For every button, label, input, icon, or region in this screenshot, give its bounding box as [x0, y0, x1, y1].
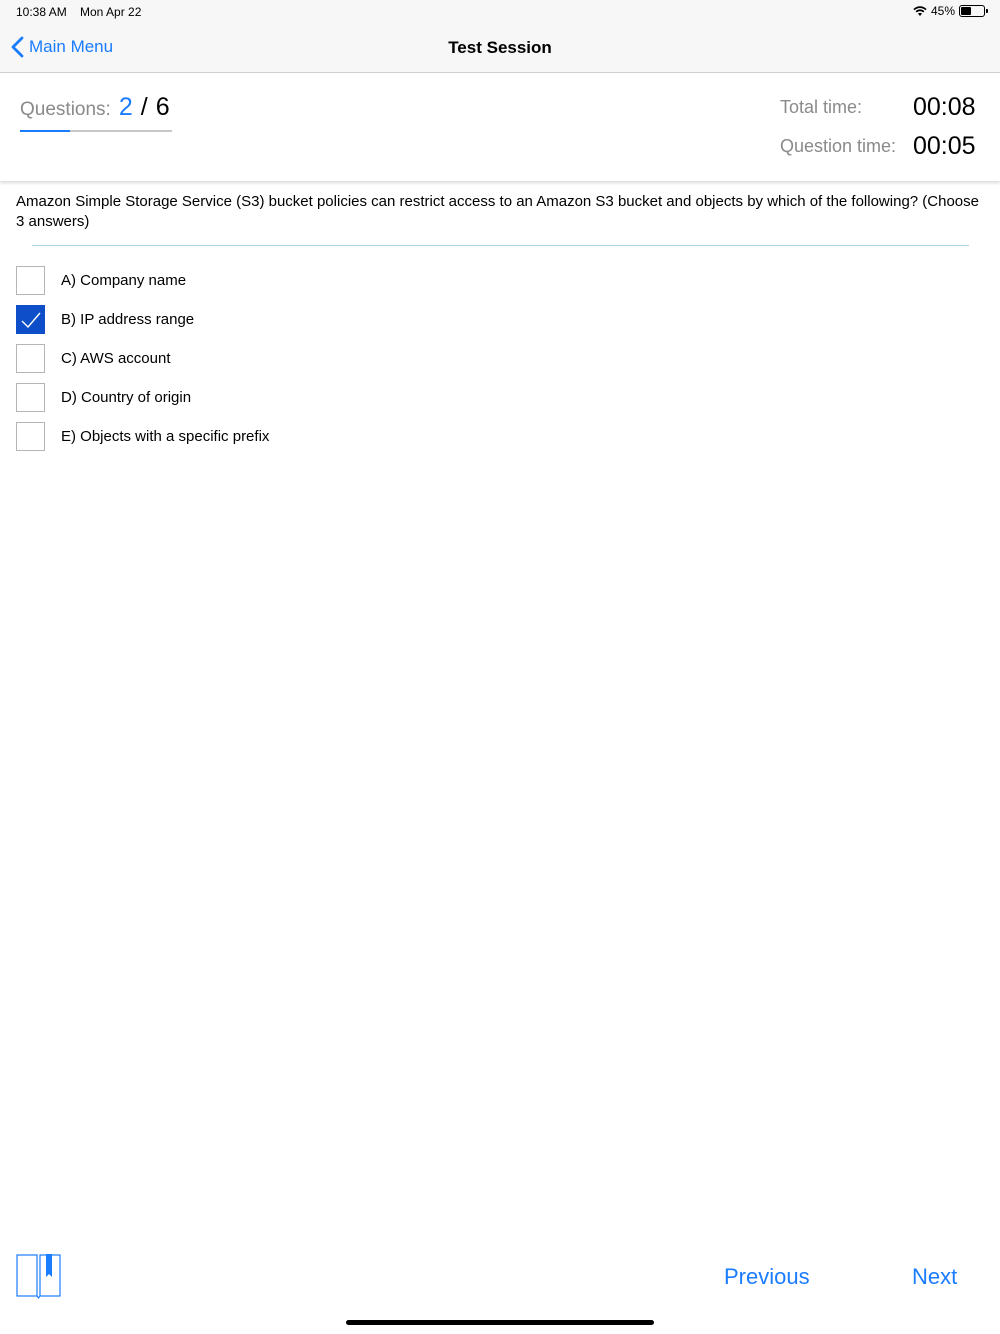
answer-option[interactable]	[16, 344, 170, 373]
total-question-count: 6	[155, 93, 170, 121]
answer-label: C) AWS account	[61, 350, 171, 367]
previous-button[interactable]: Previous	[724, 1264, 810, 1289]
book-bookmark-icon[interactable]	[16, 1253, 61, 1299]
wifi-icon	[913, 5, 927, 17]
checkbox[interactable]	[16, 344, 45, 373]
status-bar	[0, 0, 1000, 24]
answer-label: E) Objects with a specific prefix	[61, 428, 270, 445]
back-button-label: Main Menu	[29, 37, 114, 56]
question-time-label: Question time:	[780, 136, 897, 156]
answer-option[interactable]	[16, 266, 186, 295]
question-progress-bar	[20, 130, 172, 132]
session-info-panel	[0, 73, 1000, 181]
checkbox[interactable]	[16, 383, 45, 412]
status-time: 10:38 AM	[16, 5, 67, 19]
total-time-label: Total time:	[780, 97, 863, 117]
question-divider	[32, 245, 969, 246]
next-button[interactable]: Next	[912, 1264, 958, 1289]
answer-option[interactable]	[16, 383, 191, 412]
total-time-value: 00:08	[913, 93, 976, 121]
question-text: Amazon Simple Storage Service (S3) bucket policies can restrict access to an Amazon S3 bucket and objects by which of the following? (Choose 3 answers)	[16, 193, 979, 230]
answer-option[interactable]	[16, 422, 269, 451]
answer-label: D) Country of origin	[61, 389, 192, 406]
battery-percent: 45%	[930, 4, 955, 18]
answer-label: B) IP address range	[61, 311, 195, 328]
answer-label: A) Company name	[61, 272, 187, 289]
answer-option[interactable]	[16, 305, 194, 334]
current-question-number: 2	[118, 93, 133, 121]
question-counter-separator: /	[140, 93, 148, 121]
checkmark-icon	[19, 310, 43, 330]
question-time-value: 00:05	[913, 132, 976, 160]
battery-icon	[959, 5, 985, 17]
status-date: Mon Apr 22	[80, 5, 142, 19]
page-title: Test Session	[448, 38, 552, 57]
status-indicators	[913, 4, 985, 18]
checkbox[interactable]	[16, 422, 45, 451]
checkbox[interactable]	[16, 266, 45, 295]
question-progress-fill	[20, 130, 70, 132]
home-indicator	[346, 1320, 654, 1325]
navigation-bar	[0, 24, 1000, 73]
question-counter	[20, 93, 170, 122]
questions-label: Questions:	[20, 99, 111, 120]
checkbox-checked[interactable]	[16, 305, 45, 334]
